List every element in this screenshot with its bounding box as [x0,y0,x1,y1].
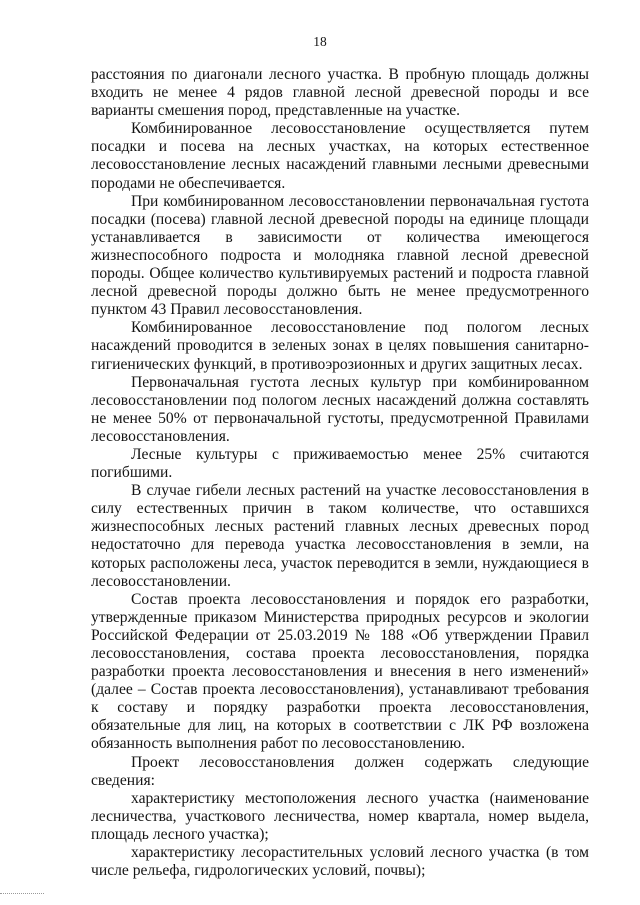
paragraph: В случае гибели лесных растений на участке лесовосстановления в силу естественных причин в таком количестве, что оставшихся жизнеспособных лесных растений главных лесных древесных пород недостаточно для перевода участка лесовосстановления в земли, на которых расположены леса, участок переводится в земли, нуждающиеся в лесовосстановлении. [91,482,589,590]
paragraph: Состав проекта лесовосстановления и порядок его разработки, утвержденные приказом Министерства природных ресурсов и экологии Российской Федерации от 25.03.2019 № 188 «Об утверждении Правил лесовосстановления, состава проекта лесовосстановления, порядка разработки проекта лесовосстановления и внесения в него изменений» (далее – Состав проекта лесовосстановления), устанавливают требования к составу и порядку разработки проекта лесовосстановления, обязательные для лиц, на которых в соответствии с ЛК РФ возложена обязанность выполнения работ по лесовосстановлению. [91,590,589,753]
paragraph: Комбинированное лесовосстановление осуществляется путем посадки и посева на лесных участках, на которых естественное лесовосстановление лесных насаждений главными лесными древесными породами не обеспечивается. [91,120,589,192]
list-item: характеристику лесорастительных условий лесного участка (в том числе рельефа, гидрологических условий, почвы); [91,844,589,880]
list-item: характеристику местоположения лесного участка (наименование лесничества, участкового лесничества, номер квартала, номер выдела, площадь лесного участка); [91,789,589,843]
page-number: 18 [313,34,327,49]
paragraph-continuation: расстояния по диагонали лесного участка. В пробную площадь должны входить не менее 4 рядов главной лесной древесной породы и все варианты смешения пород, представленные на участке. [91,66,589,120]
document-body [91,66,589,880]
paragraph: Комбинированное лесовосстановление под пологом лесных насаждений проводится в зеленых зонах в целях повышения санитарно-гигиенических функций, в противоэрозионных и других защитных лесах. [91,319,589,373]
paragraph: Лесные культуры с приживаемостью менее 25% считаются погибшими. [91,445,589,482]
scan-edge-mark [0,893,44,894]
paragraph: Первоначальная густота лесных культур при комбинированном лесовосстановлении под пологом лесных насаждений должна составлять не менее 50% от первоначальной густоты, предусмотренной Правилами лесовосстановления. [91,373,589,445]
paragraph: Проект лесовосстановления должен содержать следующие сведения: [91,753,589,789]
paragraph: При комбинированном лесовосстановлении первоначальная густота посадки (посева) главной лесной древесной породы на единице площади устанавливается в зависимости от количества имеющегося жизнеспособного подроста и молодняка главной лесной древесной породы. Общее количество культивируемых растений и подроста главной лесной древесной породы должно быть не менее предусмотренного пунктом 43 Правил лесовосстановления. [91,192,589,319]
